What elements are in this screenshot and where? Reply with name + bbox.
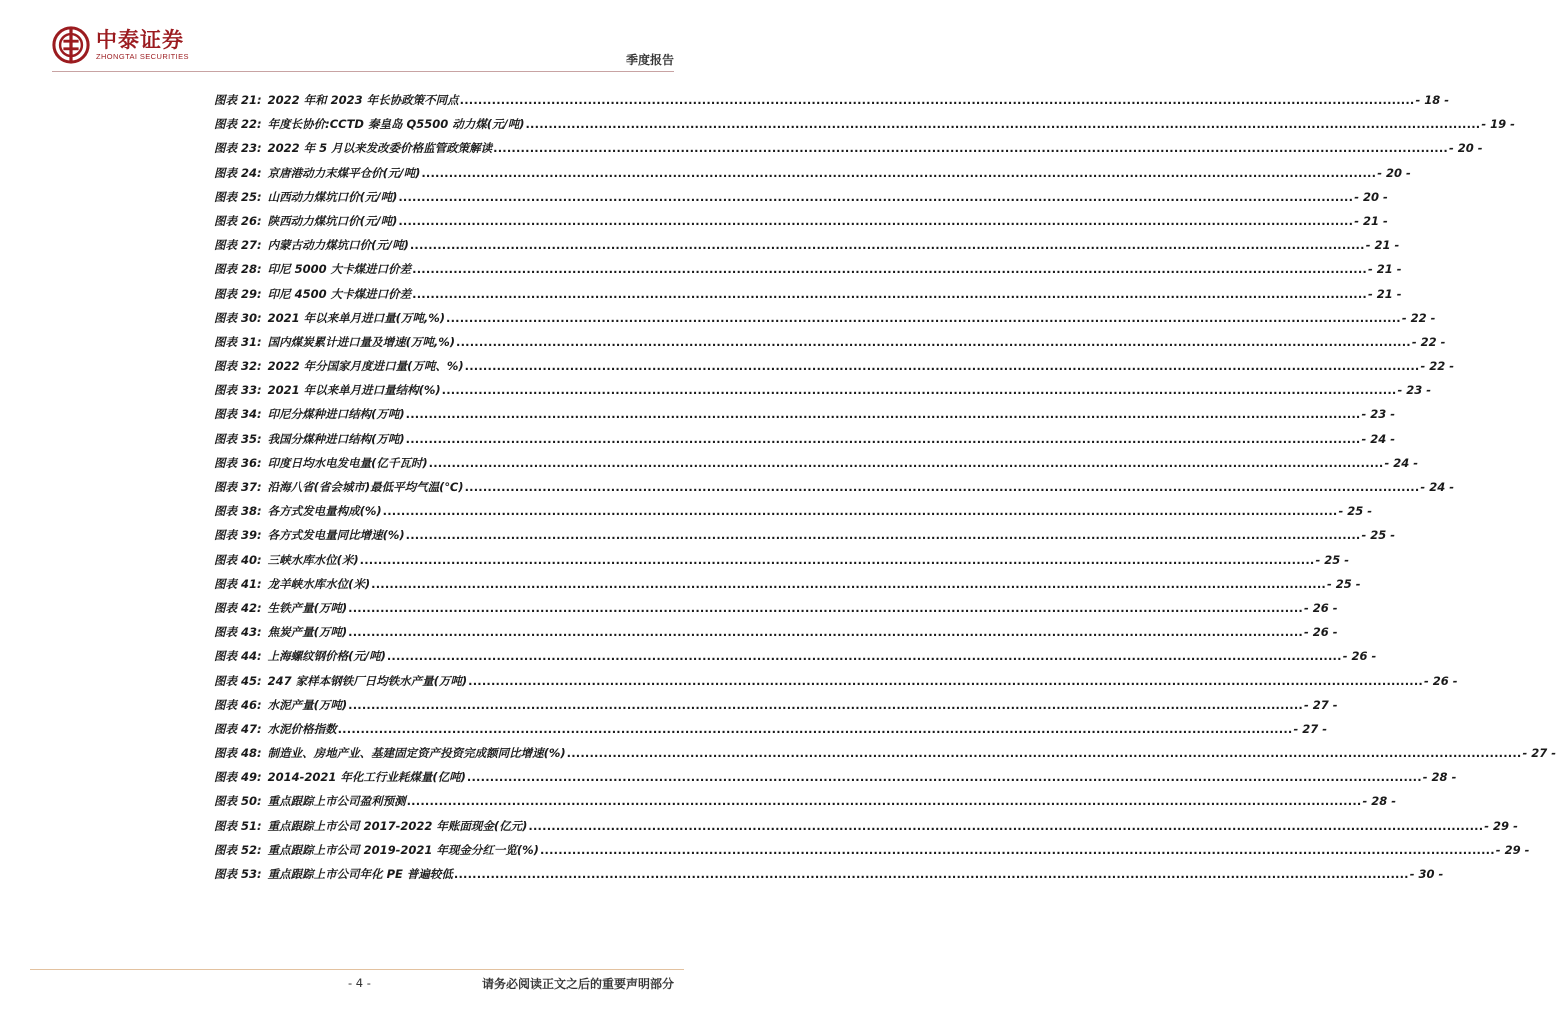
toc-entry[interactable] <box>214 406 1396 430</box>
toc-page-number: - 21 - <box>1354 213 1388 228</box>
toc-page-number: - 27 - <box>1303 697 1338 712</box>
toc-page-number: - 21 - <box>1367 286 1402 301</box>
page-number: - 4 - <box>348 976 371 990</box>
toc-entry[interactable] <box>214 92 1450 116</box>
logo-chinese-name: 中泰证券 <box>96 28 184 52</box>
toc-figure-label: 图表 33: <box>214 383 262 398</box>
toc-entry[interactable] <box>214 721 1328 745</box>
toc-figure-title: 三峡水库水位(米) <box>267 552 359 567</box>
toc-figure-label: 图表 37: <box>214 480 262 494</box>
toc-page-number: - 24 - <box>1361 431 1396 446</box>
toc-leader-dots <box>429 456 1384 470</box>
toc-figure-label: 图表 43: <box>214 625 262 640</box>
toc-entry[interactable] <box>214 866 1444 890</box>
toc-figure-title: 沿海八省(省会城市)最低平均气温(℃) <box>267 480 464 494</box>
toc-page-number: - 29 - <box>1495 842 1530 857</box>
toc-figure-label: 图表 32: <box>214 359 262 374</box>
toc-figure-title: 内蒙古动力煤坑口价(元/吨) <box>267 238 409 253</box>
disclaimer-text: 请务必阅读正文之后的重要声明部分 <box>481 977 674 991</box>
toc-page-number: - 25 - <box>1361 528 1396 543</box>
toc-entry[interactable] <box>214 165 1411 189</box>
toc-leader-dots <box>442 383 1397 397</box>
toc-figure-title: 水泥价格指数 <box>267 721 337 736</box>
toc-figure-label: 图表 46: <box>214 697 262 712</box>
toc-entry[interactable] <box>214 310 1436 334</box>
toc-figure-label: 图表 52: <box>214 842 262 857</box>
toc-leader-dots <box>493 141 1448 155</box>
toc-figure-title: 2022 年 5 月以来发改委价格监管政策解读 <box>267 141 493 156</box>
toc-entry[interactable] <box>214 648 1377 672</box>
toc-leader-dots <box>421 166 1376 180</box>
toc-figure-title: 年度长协价:CCTD 秦皇岛 Q5500 动力煤(元/吨) <box>267 117 525 132</box>
toc-entry[interactable] <box>214 213 1388 237</box>
toc-entry[interactable] <box>214 576 1361 600</box>
toc-page-number: - 23 - <box>1361 407 1396 422</box>
toc-figure-label: 图表 24: <box>214 165 262 180</box>
toc-leader-dots <box>465 480 1420 494</box>
toc-page-number: - 26 - <box>1303 600 1338 615</box>
toc-figure-label: 图表 29: <box>214 286 262 301</box>
toc-entry[interactable] <box>214 431 1396 455</box>
toc-entry[interactable] <box>214 286 1402 310</box>
toc-figure-title: 重点跟踪上市公司 2017-2022 年账面现金(亿元) <box>267 818 528 833</box>
toc-figure-title: 重点跟踪上市公司 2019-2021 年现金分红一览(%) <box>267 842 539 857</box>
toc-leader-dots <box>371 577 1326 591</box>
toc-leader-dots <box>398 214 1353 228</box>
toc-figure-label: 图表 28: <box>214 262 262 277</box>
toc-leader-dots <box>525 117 1480 131</box>
toc-figure-label: 图表 47: <box>214 721 262 736</box>
toc-leader-dots <box>412 287 1367 301</box>
toc-entry[interactable] <box>214 479 1454 503</box>
toc-figure-title: 印度日均水电发电量(亿千瓦时) <box>267 455 428 470</box>
toc-entry[interactable] <box>214 503 1373 527</box>
toc-leader-dots <box>567 746 1522 760</box>
toc-page-number: - 21 - <box>1367 262 1402 277</box>
toc-figure-label: 图表 34: <box>214 407 262 422</box>
toc-figure-title: 247 家样本钢铁厂日均铁水产量(万吨) <box>267 673 468 688</box>
toc-leader-dots <box>348 625 1303 639</box>
toc-figure-title: 2014-2021 年化工行业耗煤量(亿吨) <box>267 770 466 785</box>
toc-leader-dots <box>406 407 1361 421</box>
toc-leader-dots <box>446 311 1401 325</box>
toc-leader-dots <box>348 601 1303 615</box>
toc-figure-title: 2021 年以来单月进口量(万吨,%) <box>267 310 446 325</box>
toc-figure-title: 重点跟踪上市公司年化 PE 普遍较低 <box>267 867 453 881</box>
toc-figure-title: 印尼 4500 大卡煤进口价差 <box>267 286 412 301</box>
toc-entry[interactable] <box>214 745 1556 769</box>
toc-figure-label: 图表 48: <box>214 746 262 761</box>
toc-page-number: - 25 - <box>1315 552 1350 567</box>
toc-figure-label: 图表 53: <box>214 867 262 881</box>
toc-entry[interactable] <box>214 673 1458 697</box>
toc-page-number: - 22 - <box>1420 359 1455 374</box>
company-logo <box>52 26 189 64</box>
toc-entry[interactable] <box>214 793 1397 817</box>
toc-entry[interactable] <box>214 769 1457 793</box>
toc-leader-dots <box>465 359 1420 373</box>
toc-figure-title: 各方式发电量构成(%) <box>267 504 382 519</box>
toc-page-number: - 22 - <box>1411 334 1446 349</box>
toc-figure-title: 生铁产量(万吨) <box>267 600 348 615</box>
toc-entry[interactable] <box>214 116 1515 140</box>
toc-entry[interactable] <box>214 600 1338 624</box>
toc-leader-dots <box>456 335 1411 349</box>
toc-page-number: - 19 - <box>1481 117 1515 132</box>
toc-entry[interactable] <box>214 455 1419 479</box>
toc-figure-label: 图表 30: <box>214 310 262 325</box>
toc-leader-dots <box>468 674 1423 688</box>
toc-figure-label: 图表 41: <box>214 576 262 591</box>
toc-entry[interactable] <box>214 358 1455 382</box>
toc-leader-dots <box>406 432 1361 446</box>
toc-page-number: - 21 - <box>1365 238 1400 253</box>
toc-figure-title: 陕西动力煤坑口价(元/吨) <box>267 213 398 228</box>
toc-leader-dots <box>467 770 1422 784</box>
toc-entry[interactable] <box>214 842 1530 866</box>
toc-figure-title: 重点跟踪上市公司盈利预测 <box>267 794 406 809</box>
toc-leader-dots <box>338 722 1293 736</box>
toc-page-number: - 27 - <box>1293 721 1328 736</box>
logo-english-name: ZHONGTAI SECURITIES <box>96 52 189 61</box>
toc-figure-label: 图表 35: <box>214 431 262 446</box>
toc-figure-title: 各方式发电量同比增速(%) <box>267 528 405 543</box>
toc-figure-title: 2022 年和 2023 年长协政策不同点 <box>267 93 459 107</box>
toc-leader-dots <box>407 794 1362 808</box>
toc-entry[interactable] <box>214 624 1338 648</box>
toc-page-number: - 20 - <box>1377 165 1411 180</box>
zhongtai-logo-icon <box>52 26 90 64</box>
toc-figure-title: 2022 年分国家月度进口量(万吨、%) <box>267 359 464 374</box>
toc-entry[interactable] <box>214 382 1432 406</box>
toc-page-number: - 27 - <box>1522 746 1556 761</box>
toc-figure-title: 上海螺纹钢价格(元/吨) <box>267 649 386 664</box>
page-header <box>0 0 724 72</box>
toc-figure-label: 图表 26: <box>214 213 262 228</box>
header-divider <box>52 71 674 72</box>
toc-page-number: - 18 - <box>1415 93 1450 107</box>
toc-entry[interactable] <box>214 552 1350 576</box>
toc-leader-dots <box>406 528 1361 542</box>
toc-leader-dots <box>383 504 1338 518</box>
toc-page-number: - 24 - <box>1384 455 1419 470</box>
toc-figure-label: 图表 39: <box>214 528 262 543</box>
toc-page-number: - 23 - <box>1397 383 1432 398</box>
toc-page-number: - 26 - <box>1342 649 1377 664</box>
figure-list <box>214 92 1556 890</box>
toc-entry[interactable] <box>214 697 1338 721</box>
toc-figure-label: 图表 44: <box>214 649 262 664</box>
toc-figure-title: 印尼分煤种进口结构(万吨) <box>267 407 405 422</box>
toc-figure-title: 我国分煤种进口结构(万吨) <box>267 431 405 446</box>
toc-figure-label: 图表 23: <box>214 141 262 156</box>
toc-leader-dots <box>360 553 1315 567</box>
toc-figure-title: 焦炭产量(万吨) <box>267 625 348 640</box>
toc-leader-dots <box>348 698 1303 712</box>
toc-page-number: - 20 - <box>1449 141 1483 156</box>
toc-figure-title: 印尼 5000 大卡煤进口价差 <box>267 262 412 277</box>
toc-figure-label: 图表 27: <box>214 238 262 253</box>
toc-figure-title: 龙羊峡水库水位(米) <box>267 576 371 591</box>
toc-leader-dots <box>410 238 1365 252</box>
report-type: 季度报告 <box>625 53 674 67</box>
toc-entry[interactable] <box>214 818 1518 842</box>
toc-leader-dots <box>460 93 1415 107</box>
toc-leader-dots <box>387 649 1342 663</box>
toc-page-number: - 26 - <box>1424 673 1458 688</box>
toc-page-number: - 24 - <box>1420 480 1454 494</box>
toc-page-number: - 20 - <box>1354 189 1388 204</box>
toc-figure-label: 图表 36: <box>214 455 262 470</box>
toc-page-number: - 28 - <box>1422 770 1457 785</box>
toc-figure-label: 图表 45: <box>214 673 262 688</box>
toc-figure-label: 图表 22: <box>214 117 262 132</box>
toc-figure-title: 京唐港动力末煤平仓价(元/吨) <box>267 165 421 180</box>
toc-page-number: - 28 - <box>1362 794 1397 809</box>
toc-leader-dots <box>398 190 1353 204</box>
toc-figure-label: 图表 40: <box>214 552 262 567</box>
toc-figure-title: 国内煤炭累计进口量及增速(万吨,%) <box>267 334 456 349</box>
toc-page-number: - 22 - <box>1401 310 1436 325</box>
toc-entry[interactable] <box>214 140 1483 164</box>
toc-entry[interactable] <box>214 237 1400 261</box>
toc-figure-title: 水泥产量(万吨) <box>267 697 348 712</box>
toc-figure-label: 图表 42: <box>214 600 262 615</box>
toc-figure-title: 2021 年以来单月进口量结构(%) <box>267 383 441 398</box>
toc-page-number: - 30 - <box>1409 867 1444 881</box>
toc-figure-label: 图表 51: <box>214 818 262 833</box>
toc-figure-label: 图表 50: <box>214 794 262 809</box>
toc-entry[interactable] <box>214 334 1446 358</box>
toc-leader-dots <box>540 843 1495 857</box>
toc-leader-dots <box>412 262 1367 276</box>
toc-figure-label: 图表 25: <box>214 189 262 204</box>
toc-page-number: - 25 - <box>1326 576 1361 591</box>
toc-figure-label: 图表 38: <box>214 504 262 519</box>
toc-leader-dots <box>454 867 1409 881</box>
toc-entry[interactable] <box>214 527 1396 551</box>
toc-entry[interactable] <box>214 189 1388 213</box>
toc-entry[interactable] <box>214 261 1402 285</box>
toc-figure-title: 山西动力煤坑口价(元/吨) <box>267 189 398 204</box>
toc-page-number: - 26 - <box>1303 625 1338 640</box>
toc-figure-label: 图表 31: <box>214 334 262 349</box>
toc-leader-dots <box>528 819 1483 833</box>
toc-page-number: - 29 - <box>1484 818 1518 833</box>
toc-page-number: - 25 - <box>1338 504 1373 519</box>
toc-figure-label: 图表 21: <box>214 93 262 107</box>
footer-divider <box>30 969 684 970</box>
toc-figure-label: 图表 49: <box>214 770 262 785</box>
toc-figure-title: 制造业、房地产业、基建固定资产投资完成额同比增速(%) <box>267 746 566 761</box>
